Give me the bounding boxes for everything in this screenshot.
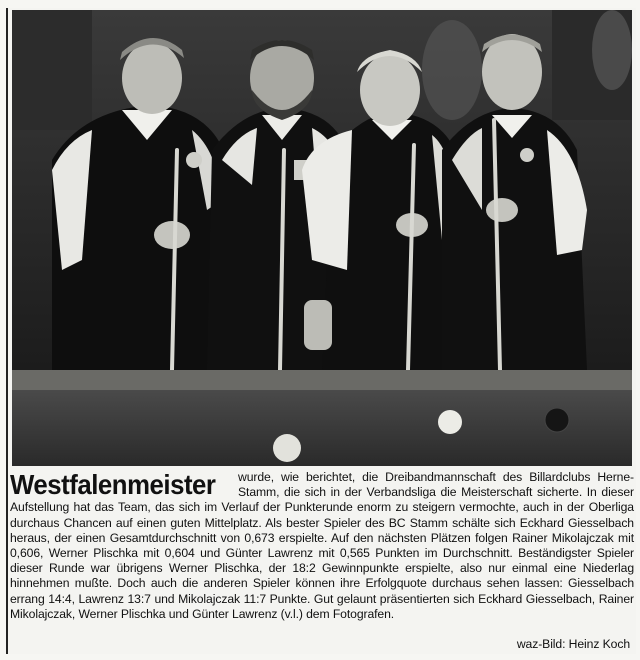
article-body: wurde, wie berichtet, die Dreibandmannschaft des Billardclubs Herne-Stamm, die sich in der Verbandsliga die Meisterschaft sicherte. In dieser Aufstellung hat das Team, das sich im Verlauf der Punkterunde enorm zu steigern vermochte, auch in der Oberliga durchaus Chancen auf einen guten Mittelplatz. Als bester Spieler des BC Stamm schälte sich Eckhard Giesselbach heraus, der einen Gesamtdurchschnitt von 0,673 erspielte. Auf den nächsten Plätzen folgen Rainer Mikolajczak mit 0,606, Werner Plischka mit 0,604 und Günter Lawrenz mit 0,565 Punkten im Durchschnitt. Beständigster Spieler dieser Runde war übrigens Werner Plischka, der 18:2 Gewinnpunkte erspielte, also nur einmal eine Niederlag hinnehmen mußte. Doch auch die anderen Spieler können ihre Erfolgquote durchaus sehen lassen: Giesselbach errang 14:4, Lawrenz 13:7 und Mikolajczak 11:7 Punkte. Gut gelaunt präsentierten sich Eckhard Giesselbach, Rainer Mikolajczak, Werner Plischka und Günter Lawrenz (v.l.) dem Fotografen.	[10, 470, 634, 621]
article	[10, 470, 634, 652]
headline: Westfalenmeister	[10, 469, 216, 500]
team-photo	[12, 10, 632, 466]
team-photo-illustration	[12, 10, 632, 466]
newspaper-clipping	[6, 8, 636, 654]
photo-credit: waz-Bild: Heinz Koch	[516, 637, 630, 651]
billiard-table	[12, 370, 632, 466]
